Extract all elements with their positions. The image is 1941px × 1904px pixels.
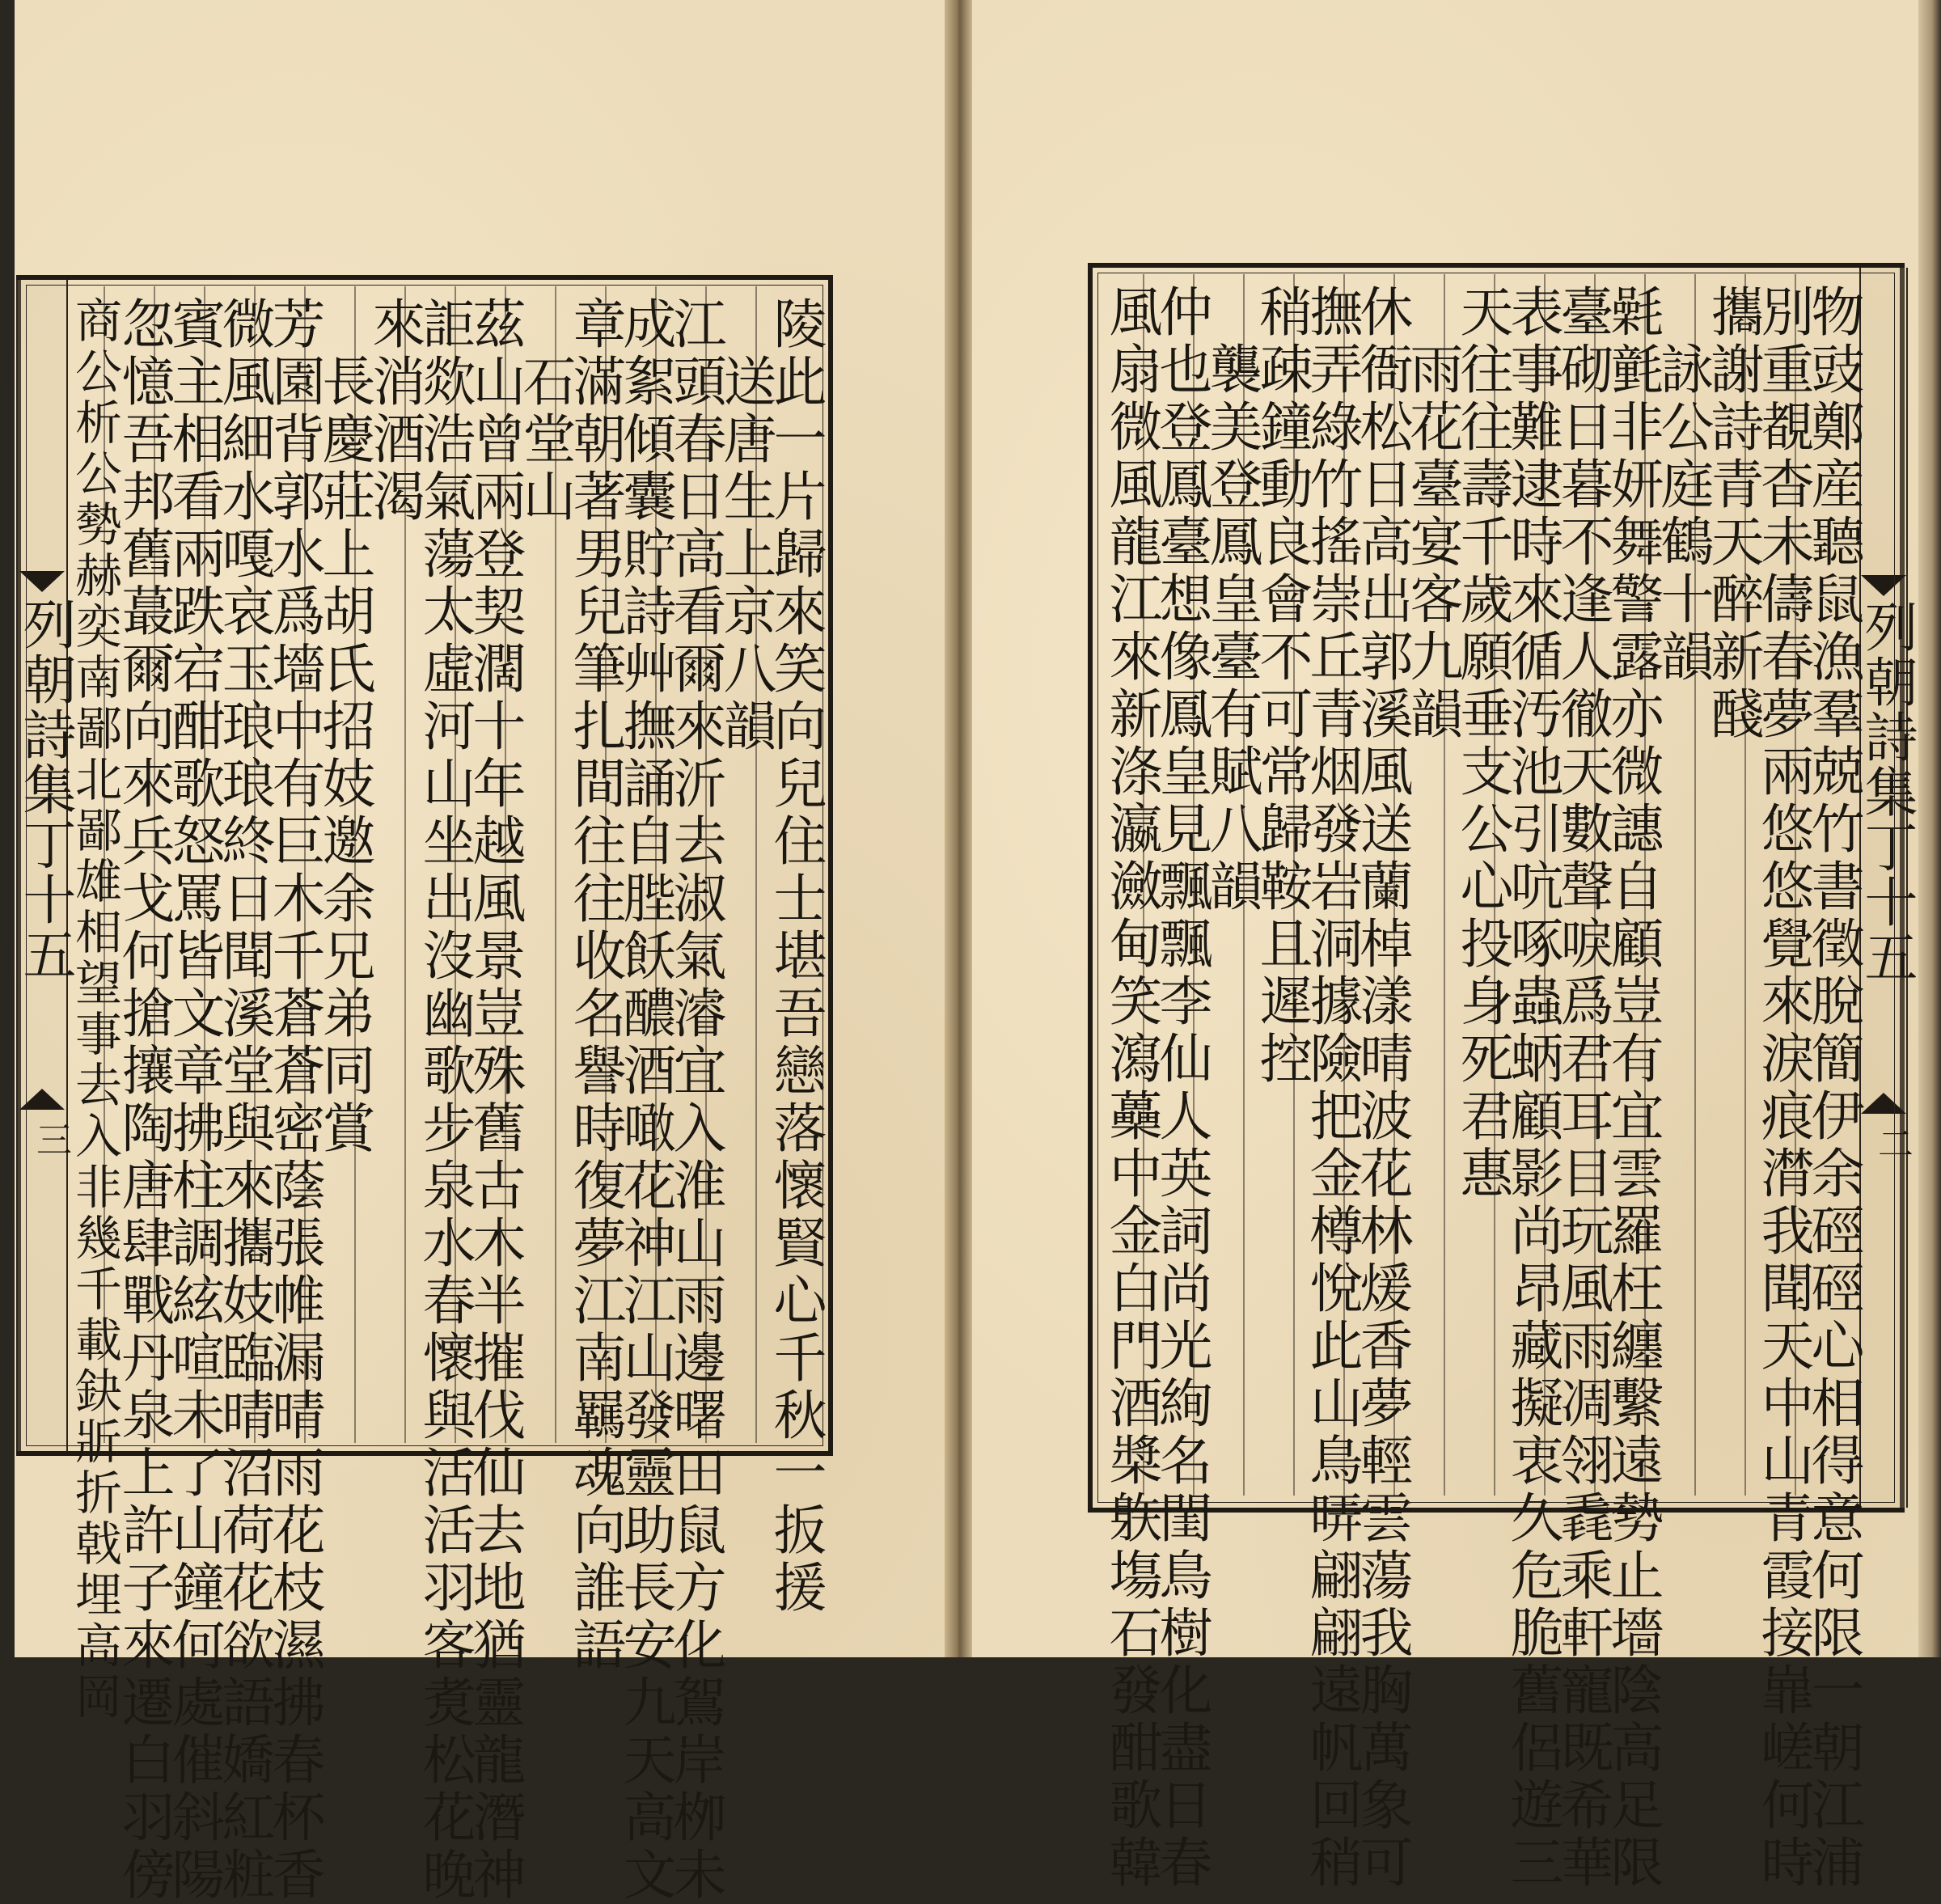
text-column: 賓主相看兩跌宕酣歌怒罵皆文章拂柱調絃喧未了山鐘何處催斜陽 <box>163 296 225 1904</box>
text-column: 表事難逮時來循汚池引吭啄蟲蛃顧影尚昂藏擬衷久危脆舊侶遊三 <box>1501 284 1563 1892</box>
text-column: 微風細水嘎哀玉琅琅終日聞溪堂與來攜妓臨晴沼荷花欲語嬌紅粧 <box>213 296 275 1904</box>
book-gutter <box>945 0 972 1657</box>
column-rule <box>1795 274 1796 1496</box>
column-rule <box>204 286 205 1443</box>
text-column: 茲山曾兩登契濶十年越風景豈殊舊古木半摧伐仙去地猶靈龍潛神 <box>463 296 526 1904</box>
text-column: 詠公庭鶴十韻 <box>1651 284 1714 686</box>
column-rule <box>1393 274 1395 1496</box>
column-rule <box>1594 274 1596 1496</box>
column-rule <box>1444 274 1445 1496</box>
left-page-frame <box>14 275 833 1904</box>
column-rule <box>505 286 506 1443</box>
text-column: 送唐生上京八韻 <box>714 296 776 755</box>
text-column: 商公析公勢赫奕南鄙北鄙雄相望事去入非幾千載鈌斨折戟埋高岡 <box>67 296 122 1723</box>
text-column: 襲美登鳳皇臺有賦八韻 <box>1200 284 1262 916</box>
column-rule <box>1243 274 1245 1496</box>
column-rule <box>1544 274 1546 1496</box>
text-column: 天往往壽千歲願垂支公心投身死君惠 <box>1451 284 1513 1203</box>
column-rule <box>1644 274 1646 1496</box>
column-rule <box>755 286 757 1443</box>
text-column: 雨花臺宴客九韻 <box>1401 284 1463 743</box>
column-rule <box>154 286 155 1443</box>
column-rule <box>455 286 456 1443</box>
text-column: 芳園背郭水爲墻中有巨木千蒼蒼密蔭張帷漏晴雨花枝濕拂春杯香 <box>263 296 325 1904</box>
column-rule <box>1694 274 1696 1496</box>
column-rule <box>304 286 306 1443</box>
text-column: 來消酒渴 <box>363 296 425 526</box>
column-rule <box>354 286 356 1443</box>
page-edge <box>1918 0 1941 1657</box>
column-rule <box>1343 274 1345 1496</box>
fishtail-mark <box>19 1089 65 1110</box>
fishtail-mark <box>1861 1093 1906 1114</box>
fishtail-mark <box>19 571 65 592</box>
column-rule <box>605 286 607 1443</box>
banxin-title: 列朝詩集丁十五 <box>14 597 76 982</box>
text-column: 攜謝詩青天醉新醆 <box>1702 284 1764 743</box>
column-rule <box>1494 274 1495 1496</box>
page-number: 三 <box>30 1121 71 1157</box>
text-column: 陵此一片歸來笑向兒住士堪吾戀落懷賢心千秋一扳援 <box>764 296 827 1617</box>
text-column: 臺砌日暮不逢人徹天數聲唳爲君耳目玩風雨凋翎毳乘軒寵既希華 <box>1551 284 1613 1892</box>
column-rule <box>705 286 707 1443</box>
text-column: 章滿朝著男兒筆扎間往往收名譽時復夢江南羈魂向誰語 <box>564 296 626 1674</box>
column-rule <box>1193 274 1195 1496</box>
text-column: 休衙松日高出郭溪風送蘭棹漾晴波花林煖香夢輕雲蕩我胸萬象可 <box>1351 284 1413 1892</box>
column-rule <box>1143 274 1144 1496</box>
text-column: 忽憶吾邦舊蕞爾向來兵戈何搶攘陶唐肆戰丹泉上許子來遷白羽傍 <box>112 296 175 1904</box>
column-rule <box>1293 274 1295 1496</box>
page-number: 二 <box>1871 1125 1913 1161</box>
column-rule <box>104 286 105 1443</box>
column-rule <box>254 286 256 1443</box>
text-column: 成絮傾囊貯詩艸撫誦自䏶飫醲酒噉花神江山發靈助長安九天高文 <box>614 296 676 1904</box>
right-page-frame <box>1088 263 1918 1892</box>
fishtail-mark <box>1861 575 1906 596</box>
left-banxin <box>14 280 76 1451</box>
column-rule <box>555 286 556 1443</box>
text-column: 稍疎鐘動良會不可常歸鞍且遲控 <box>1250 284 1313 1088</box>
text-column: 氉氃非妍舞警露亦微譓自顧豈有宜雲羅枉纏繫遠勢止墻陰高足限 <box>1601 284 1664 1892</box>
column-rule <box>404 286 406 1443</box>
text-column: 江頭春日高看爾來沂去淑氣濬宜入淮山雨邊曙田鼠方化鴽岸栁未 <box>664 296 726 1904</box>
text-column: 長慶莊上胡氏招妓邀余兄弟同賞 <box>313 296 375 1157</box>
text-column: 石堂山 <box>514 296 576 526</box>
text-column: 撫弄綠竹搖崇丘青烟發岩洞據險把金樽悅此山鳥哢翩翩遠帆回稍 <box>1300 284 1363 1892</box>
text-column: 別重覩杳未儔春夢兩悠悠覺來淚痕潸我聞天中山青霞接㠑嵯何時 <box>1752 284 1814 1892</box>
text-column: 風扇微風龍江來新涤瀛瀲甸笑瀉蘽中金白門酒槳䠶塲石發酣歌韓 <box>1100 284 1162 1892</box>
text-column: 仲也登鳳臺想像鳳皇見飄飄李仙人英詞尚光絢名閨鳥樹化盡日春 <box>1150 284 1212 1892</box>
right-banxin <box>1855 268 1918 1508</box>
text-column: 物豉鄭産聽鼠漁羣兢竹書徵脫簡伊余硜硜心相得意何限一朝江浦 <box>1802 284 1864 1892</box>
column-rule <box>655 286 657 1443</box>
text-column: 詎欻浩氣蕩太虛河山坐出沒幽歌步泉水春懷與活活羽客煑松花晚 <box>413 296 476 1904</box>
column-rule <box>1744 274 1746 1496</box>
banxin-title: 列朝詩集丁十五 <box>1855 599 1918 984</box>
